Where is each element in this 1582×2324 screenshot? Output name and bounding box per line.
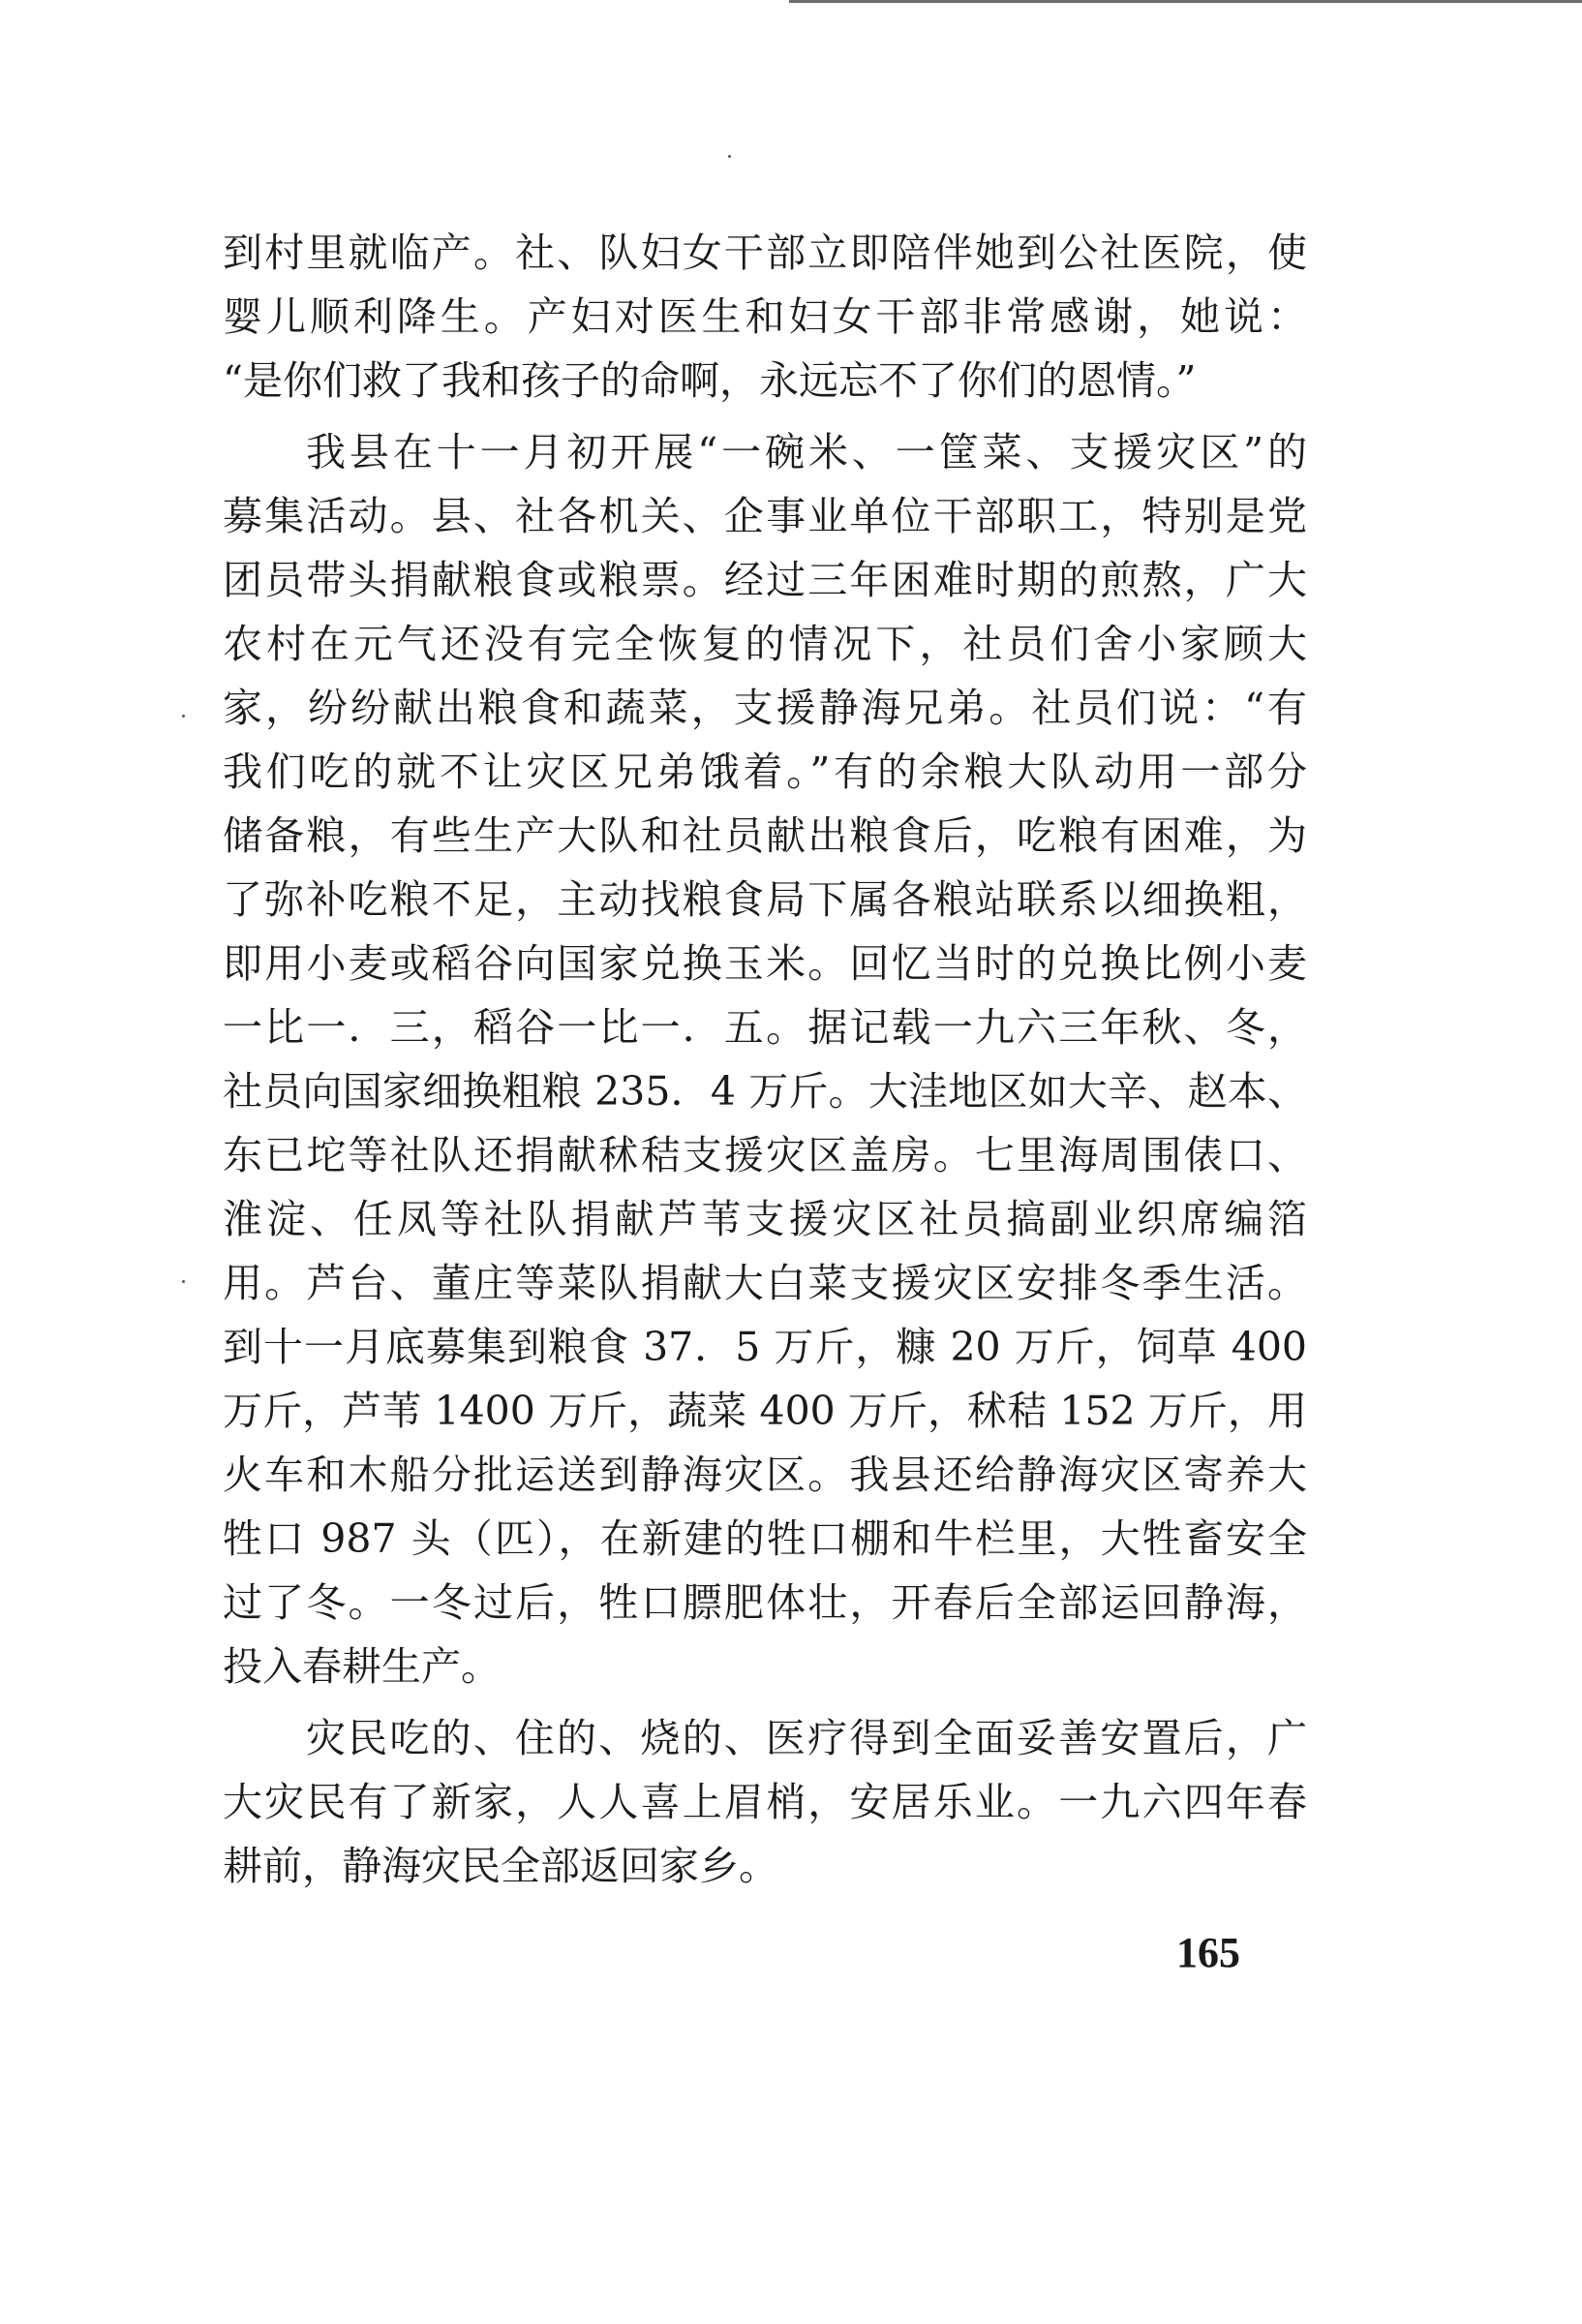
text-line: 耕前，静海灾民全部返回家乡。 (223, 1843, 778, 1889)
text-line: 一比一．三，稻谷一比一．五。据记载一九六三年秋、冬， (223, 1004, 1307, 1051)
text-line: 婴儿顺利降生。产妇对医生和妇女干部非常感谢，她说： (223, 293, 1307, 340)
scan-speck (182, 715, 185, 718)
text-line: 灾民吃的、住的、烧的、医疗得到全面妥善安置后，广 (306, 1715, 1307, 1761)
text-line: 募集活动。县、社各机关、企事业单位干部职工，特别是党 (223, 493, 1307, 539)
text-line: 农村在元气还没有完全恢复的情况下，社员们舍小家顾大 (223, 621, 1307, 667)
text-line: 我们吃的就不让灾区兄弟饿着。”有的余粮大队动用一部分 (223, 749, 1307, 795)
scan-speck (182, 1280, 185, 1283)
text-line: 投入春耕生产。 (223, 1643, 501, 1690)
text-line: 牲口 987 头（匹），在新建的牲口棚和牛栏里，大牲畜安全 (223, 1515, 1307, 1562)
text-line: 淮淀、任凤等社队捐献芦苇支援灾区社员搞副业织席编箔 (223, 1196, 1307, 1242)
text-line: 用。芦台、董庄等菜队捐献大白菜支援灾区安排冬季生活。 (223, 1260, 1307, 1306)
top-rule (789, 0, 1582, 3)
text-line: 到十一月底募集到粮食 37．5 万斤，糠 20 万斤，饲草 400 (223, 1324, 1307, 1370)
page-number: 165 (1176, 1929, 1240, 1976)
text-line: 团员带头捐献粮食或粮票。经过三年困难时期的煎熬，广大 (223, 557, 1307, 603)
text-line: 过了冬。一冬过后，牲口膘肥体壮，开春后全部运回静海， (223, 1579, 1307, 1626)
text-line: “是你们救了我和孩子的命啊，永远忘不了你们的恩情。” (223, 357, 1197, 404)
text-line: 万斤，芦苇 1400 万斤，蔬菜 400 万斤，秫秸 152 万斤，用 (223, 1388, 1307, 1434)
scan-speck (728, 155, 731, 158)
text-line: 社员向国家细换粗粮 235．4 万斤。大洼地区如大辛、赵本、 (223, 1068, 1307, 1115)
text-line: 到村里就临产。社、队妇女干部立即陪伴她到公社医院，使 (223, 229, 1307, 276)
text-line: 火车和木船分批运送到静海灾区。我县还给静海灾区寄养大 (223, 1452, 1307, 1498)
text-line: 储备粮，有些生产大队和社员献出粮食后，吃粮有困难，为 (223, 812, 1307, 859)
text-line: 我县在十一月初开展“一碗米、一筐菜、支援灾区”的 (306, 429, 1307, 475)
text-line: 东已坨等社队还捐献秫秸支援灾区盖房。七里海周围俵口、 (223, 1132, 1307, 1178)
text-line: 大灾民有了新家，人人喜上眉梢，安居乐业。一九六四年春 (223, 1779, 1307, 1825)
text-line: 家，纷纷献出粮食和蔬菜，支援静海兄弟。社员们说：“有 (223, 685, 1307, 731)
text-line: 即用小麦或稻谷向国家兑换玉米。回忆当时的兑换比例小麦 (223, 940, 1307, 987)
text-line: 了弥补吃粮不足，主动找粮食局下属各粮站联系以细换粗， (223, 876, 1307, 923)
body-text (223, 221, 1307, 1898)
